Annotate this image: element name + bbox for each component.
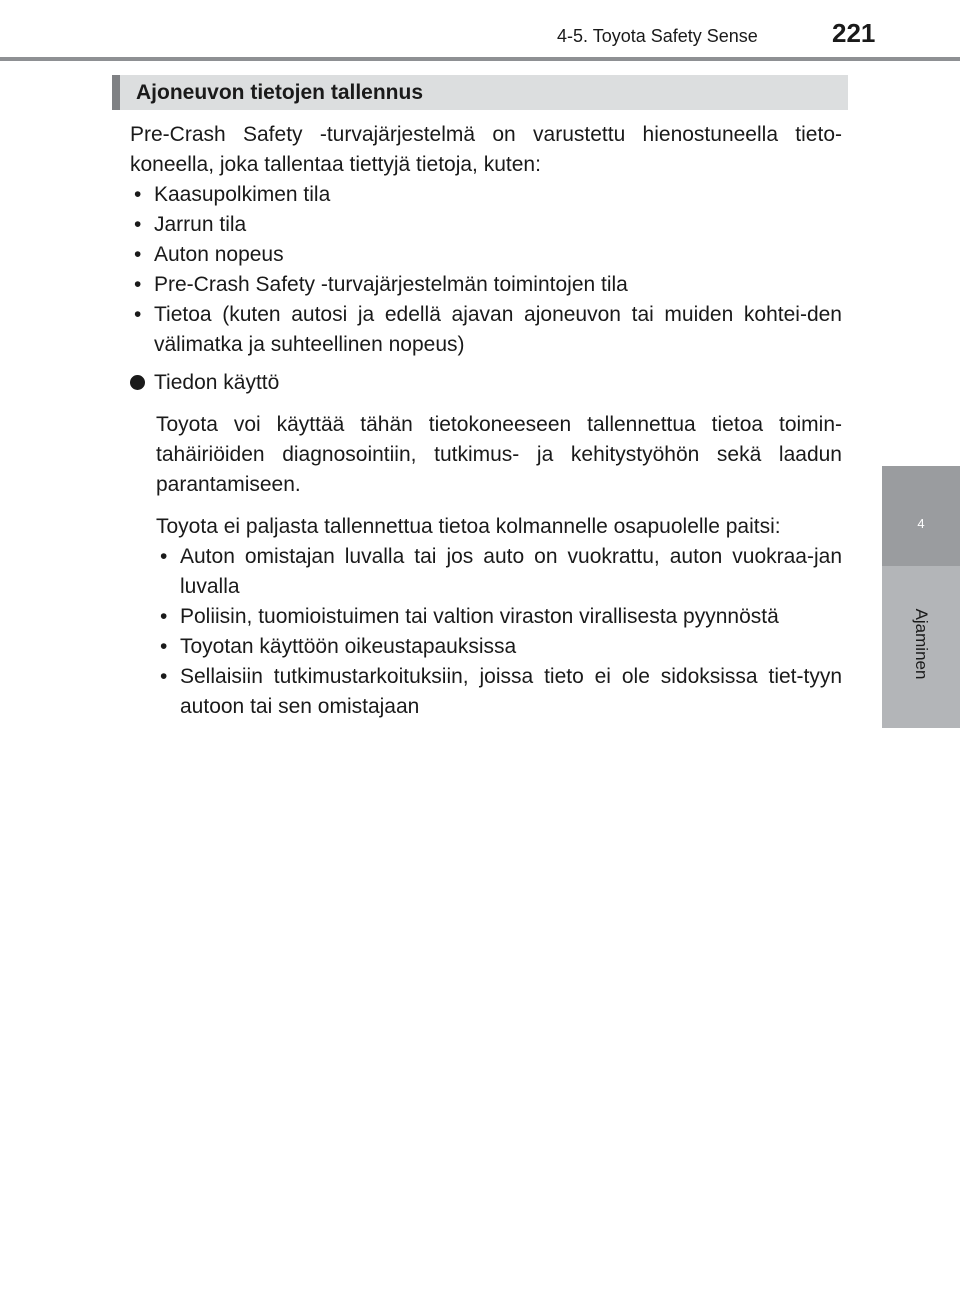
bullet-icon: • — [134, 273, 142, 296]
list-item — [130, 240, 842, 270]
usage-paragraph: Toyota voi käyttää tähän tietokoneeseen tallennettua tietoa toimin-tahäiriöiden diagnosointiin, tutkimus- ja kehitystyöhön sekä laadun parantamiseen. — [156, 413, 842, 496]
list-item — [130, 300, 842, 360]
list-item — [156, 602, 842, 632]
main-content — [130, 120, 842, 722]
page-header-section: 4-5. Toyota Safety Sense — [557, 26, 758, 46]
bullet-icon: • — [134, 303, 142, 326]
bullet-icon: • — [160, 545, 168, 568]
list-item — [156, 542, 842, 602]
list-item — [130, 180, 842, 210]
list-item-text: Sellaisiin tutkimustarkoituksiin, joissa tieto ei ole sidoksissa tiet-tyyn autoon tai sen omistajaan — [180, 665, 842, 718]
disc-bullet-icon — [130, 375, 145, 390]
header-divider — [0, 57, 960, 61]
list-item-text: Poliisin, tuomioistuimen tai valtion viraston virallisesta pyynnöstä — [180, 605, 779, 628]
chapter-tab — [882, 566, 960, 728]
bullet-icon: • — [134, 183, 142, 206]
list-item-text: Auton omistajan luvalla tai jos auto on vuokrattu, auton vuokraa-jan luvalla — [180, 545, 842, 598]
section-heading-box — [112, 75, 848, 110]
bullet-icon: • — [160, 665, 168, 688]
chapter-tab-number: 4 — [882, 466, 960, 566]
list-item-text: Jarrun tila — [154, 213, 247, 236]
usage-block — [130, 410, 842, 722]
usage-heading — [130, 368, 842, 398]
exceptions-list — [156, 542, 842, 722]
disclosure-paragraph: Toyota ei paljasta tallennettua tietoa kolmannelle osapuolelle paitsi: — [156, 515, 781, 538]
list-item — [130, 210, 842, 240]
list-item-text: Tietoa (kuten autosi ja edellä ajavan ajoneuvon tai muiden kohtei-den välimatka ja suhteellinen nopeus) — [154, 303, 842, 356]
list-item — [156, 632, 842, 662]
bullet-icon: • — [134, 213, 142, 236]
list-item-text: Pre-Crash Safety -turvajärjestelmän toimintojen tila — [154, 273, 628, 296]
list-item-text: Kaasupolkimen tila — [154, 183, 331, 206]
intro-paragraph: Pre-Crash Safety -turvajärjestelmä on varustettu hienostuneella tieto-koneella, joka tallentaa tiettyjä tietoja, kuten: — [130, 123, 842, 176]
page-number: 221 — [832, 18, 876, 48]
bullet-icon: • — [160, 635, 168, 658]
chapter-tab-label: Ajaminen — [912, 608, 931, 680]
list-item — [156, 662, 842, 722]
usage-heading-text: Tiedon käyttö — [154, 371, 280, 394]
recorded-data-list — [130, 180, 842, 360]
bullet-icon: • — [134, 243, 142, 266]
list-item-text: Auton nopeus — [154, 243, 284, 266]
list-item-text: Toyotan käyttöön oikeustapauksissa — [180, 635, 517, 658]
section-title: Ajoneuvon tietojen tallennus — [136, 81, 424, 104]
bullet-icon: • — [160, 605, 168, 628]
list-item — [130, 270, 842, 300]
